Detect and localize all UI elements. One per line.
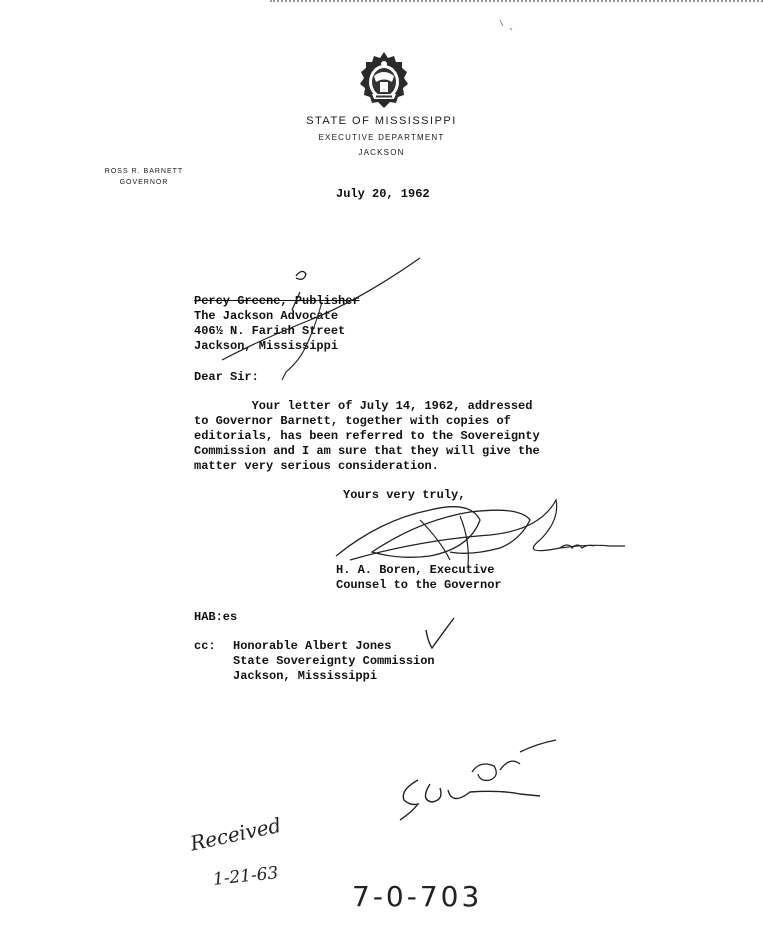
letter-body [194,399,574,474]
cc-label: cc: [194,639,216,653]
body-line: editorials, has been referred to the Sovereignty [194,429,540,443]
letterhead-state: STATE OF MISSISSIPPI [306,115,457,127]
body-line: matter very serious consideration. [194,459,439,473]
cc-line: State Sovereignty Commission [233,654,435,668]
recipient-address [194,294,360,354]
file-number: 7-0-703 [352,880,483,913]
recipient-line-4: Jackson, Mississippi [194,339,339,353]
received-date: 1-21-63 [212,863,280,890]
recipient-line-2: The Jackson Advocate [194,309,339,323]
cc-line: Jackson, Mississippi [233,669,378,683]
received-note: Received [188,812,284,856]
signer-block [336,563,502,593]
body-line: Your letter of July 14, 1962, addressed [194,399,533,413]
cc-line: Honorable Albert Jones [233,639,392,653]
governor-name: ROSS R. BARNETT [104,168,184,175]
body-line: to Governor Barnett, together with copies of [194,414,511,428]
recipient-line-3: 406½ N. Farish Street [194,324,346,338]
signer-line-2: Counsel to the Governor [336,578,502,592]
state-seal-icon [358,50,410,110]
recipient-line-1: Percy Greene, Publisher [194,294,360,308]
governor-title: GOVERNOR [119,179,169,186]
closing: Yours very truly, [343,488,466,502]
letterhead-department: EXECUTIVE DEPARTMENT [318,133,445,142]
typist-initials: HAB:es [194,610,238,624]
letterhead-city: JACKSON [358,148,405,157]
body-line: Commission and I am sure that they will give the [194,444,540,458]
cc-block [194,639,435,684]
letter-date: July 20, 1962 [336,187,430,201]
scan-edge-dots [270,0,763,4]
salutation: Dear Sir: [194,370,259,384]
signer-line-1: H. A. Boren, Executive [336,563,495,577]
